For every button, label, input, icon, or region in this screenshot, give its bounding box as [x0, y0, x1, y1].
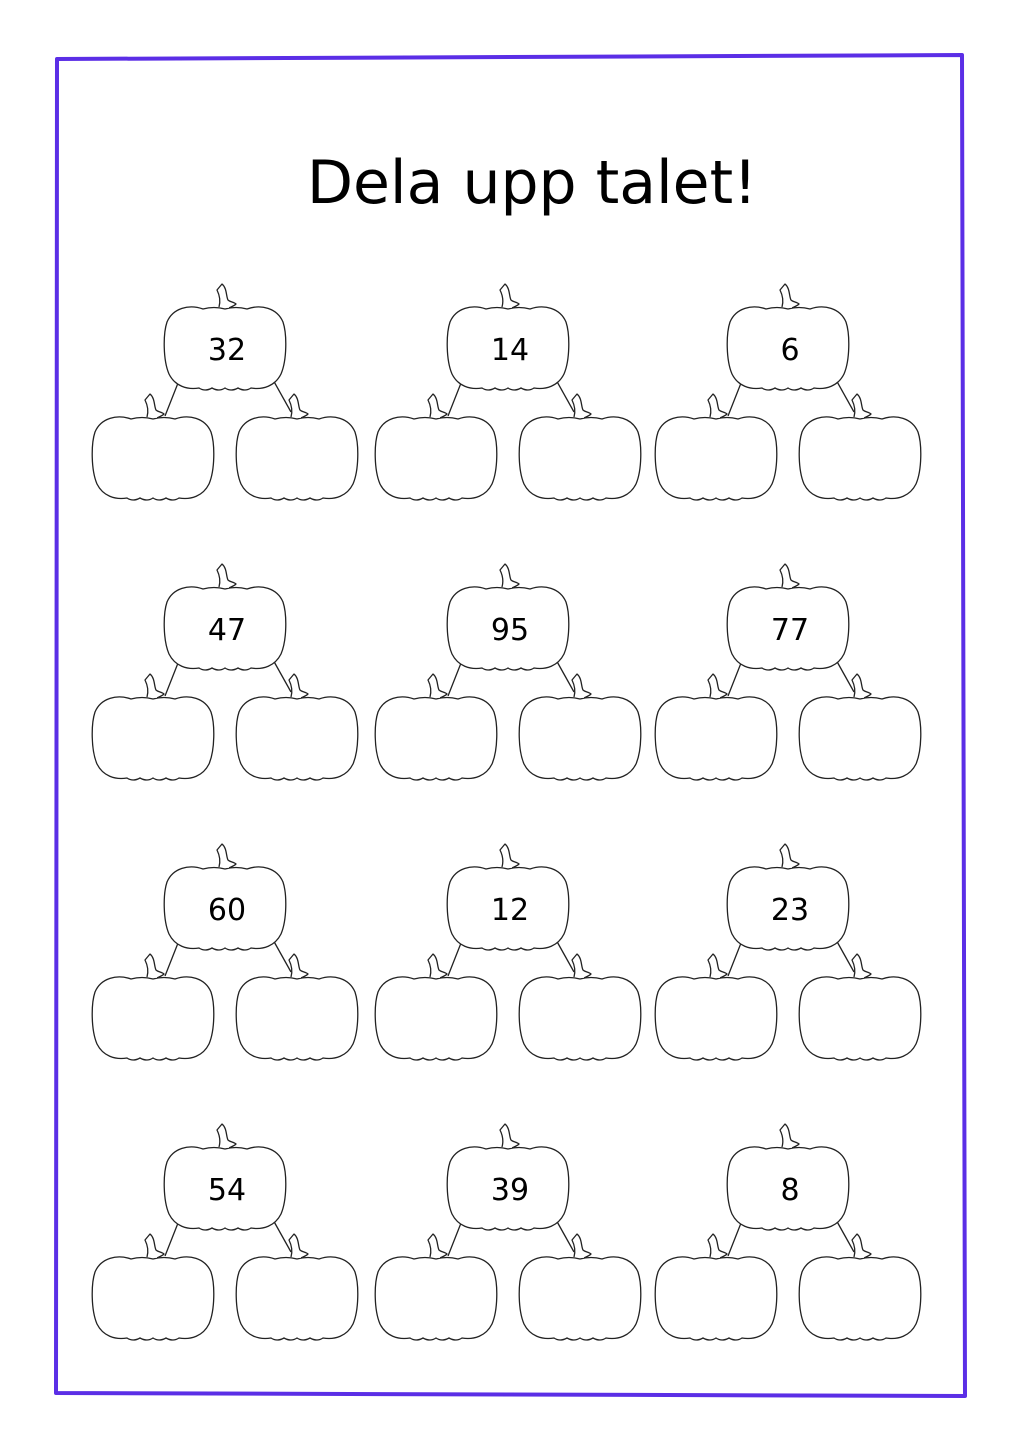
answer-pumpkin-right — [519, 394, 641, 500]
pumpkin-stem-icon — [217, 284, 236, 308]
bond-line-right — [835, 658, 854, 692]
bond-line-right — [272, 1218, 291, 1252]
number-bond — [375, 564, 641, 780]
pumpkin-icon — [519, 417, 641, 500]
pumpkin-stem-icon — [572, 1234, 591, 1258]
pumpkin-stem-icon — [780, 564, 799, 588]
pumpkin-icon — [236, 697, 358, 780]
pumpkin-icon — [236, 977, 358, 1060]
bond-line-right — [835, 938, 854, 972]
number-bond — [655, 1124, 921, 1340]
target-number: 60 — [207, 893, 247, 928]
answer-pumpkin-right — [799, 674, 921, 780]
pumpkin-stem-icon — [572, 394, 591, 418]
target-number: 39 — [490, 1173, 530, 1208]
pumpkin-stem-icon — [852, 394, 871, 418]
answer-pumpkin-left — [655, 674, 777, 780]
pumpkin-icon — [236, 1257, 358, 1340]
pumpkin-icon — [799, 697, 921, 780]
pumpkin-stem-icon — [572, 674, 591, 698]
answer-pumpkin-left — [375, 394, 497, 500]
target-number: 12 — [490, 893, 530, 928]
pumpkin-stem-icon — [289, 954, 308, 978]
pumpkin-stem-icon — [145, 394, 164, 418]
target-number: 8 — [780, 1173, 800, 1208]
pumpkin-icon — [375, 417, 497, 500]
target-number: 6 — [780, 333, 800, 368]
pumpkin-icon — [519, 697, 641, 780]
pumpkin-icon — [655, 977, 777, 1060]
answer-pumpkin-right — [519, 954, 641, 1060]
pumpkin-stem-icon — [780, 844, 799, 868]
answer-pumpkin-left — [375, 954, 497, 1060]
number-bond — [375, 284, 641, 500]
pumpkin-icon — [519, 977, 641, 1060]
pumpkin-stem-icon — [145, 1234, 164, 1258]
pumpkin-icon — [92, 417, 214, 500]
number-bond — [655, 284, 921, 500]
pumpkin-stem-icon — [217, 844, 236, 868]
pumpkin-stem-icon — [708, 1234, 727, 1258]
pumpkin-icon — [375, 697, 497, 780]
answer-pumpkin-left — [655, 1234, 777, 1340]
target-number: 47 — [207, 613, 247, 648]
bond-line-right — [555, 1218, 574, 1252]
pumpkin-icon — [375, 977, 497, 1060]
target-number: 32 — [207, 333, 247, 368]
bond-line-right — [272, 938, 291, 972]
pumpkin-icon — [655, 417, 777, 500]
pumpkin-icon — [799, 977, 921, 1060]
pumpkin-stem-icon — [428, 1234, 447, 1258]
pumpkin-stem-icon — [500, 564, 519, 588]
answer-pumpkin-right — [799, 954, 921, 1060]
pumpkin-stem-icon — [428, 954, 447, 978]
pumpkin-stem-icon — [708, 394, 727, 418]
answer-pumpkin-left — [92, 954, 214, 1060]
number-bond — [655, 564, 921, 780]
target-number: 14 — [490, 333, 530, 368]
pumpkin-stem-icon — [145, 674, 164, 698]
answer-pumpkin-left — [92, 674, 214, 780]
bond-line-right — [835, 1218, 854, 1252]
bond-line-right — [555, 658, 574, 692]
pumpkin-stem-icon — [852, 954, 871, 978]
pumpkin-icon — [375, 1257, 497, 1340]
number-bond — [92, 1124, 358, 1340]
target-number: 54 — [207, 1173, 247, 1208]
number-bond — [375, 1124, 641, 1340]
pumpkin-icon — [92, 1257, 214, 1340]
answer-pumpkin-right — [799, 1234, 921, 1340]
pumpkin-stem-icon — [428, 394, 447, 418]
number-bond — [375, 844, 641, 1060]
page-title: Dela upp talet! — [306, 148, 758, 218]
answer-pumpkin-right — [236, 394, 358, 500]
pumpkin-stem-icon — [289, 394, 308, 418]
answer-pumpkin-left — [655, 954, 777, 1060]
bond-line-right — [272, 658, 291, 692]
target-number: 77 — [770, 613, 810, 648]
answer-pumpkin-right — [519, 1234, 641, 1340]
pumpkin-stem-icon — [500, 844, 519, 868]
number-bond — [92, 284, 358, 500]
pumpkin-icon — [92, 977, 214, 1060]
bond-line-right — [835, 378, 854, 412]
answer-pumpkin-right — [236, 954, 358, 1060]
pumpkin-icon — [655, 697, 777, 780]
target-number: 95 — [490, 613, 530, 648]
pumpkin-stem-icon — [780, 284, 799, 308]
target-number: 23 — [770, 893, 810, 928]
pumpkin-stem-icon — [145, 954, 164, 978]
pumpkin-icon — [92, 697, 214, 780]
pumpkin-stem-icon — [500, 284, 519, 308]
pumpkin-icon — [799, 1257, 921, 1340]
answer-pumpkin-left — [375, 1234, 497, 1340]
pumpkin-icon — [799, 417, 921, 500]
pumpkin-icon — [519, 1257, 641, 1340]
pumpkin-icon — [236, 417, 358, 500]
answer-pumpkin-right — [236, 674, 358, 780]
bond-line-right — [555, 938, 574, 972]
pumpkin-stem-icon — [852, 674, 871, 698]
answer-pumpkin-left — [92, 394, 214, 500]
answer-pumpkin-right — [799, 394, 921, 500]
answer-pumpkin-left — [92, 1234, 214, 1340]
pumpkin-stem-icon — [289, 674, 308, 698]
pumpkin-stem-icon — [572, 954, 591, 978]
pumpkin-stem-icon — [708, 954, 727, 978]
pumpkin-stem-icon — [217, 564, 236, 588]
pumpkin-stem-icon — [708, 674, 727, 698]
answer-pumpkin-right — [236, 1234, 358, 1340]
pumpkin-stem-icon — [217, 1124, 236, 1148]
pumpkin-stem-icon — [428, 674, 447, 698]
number-bond — [92, 564, 358, 780]
pumpkin-stem-icon — [500, 1124, 519, 1148]
answer-pumpkin-left — [655, 394, 777, 500]
pumpkin-stem-icon — [780, 1124, 799, 1148]
bond-line-right — [272, 378, 291, 412]
number-bond — [655, 844, 921, 1060]
pumpkin-stem-icon — [852, 1234, 871, 1258]
bond-line-right — [555, 378, 574, 412]
pumpkin-icon — [655, 1257, 777, 1340]
answer-pumpkin-left — [375, 674, 497, 780]
number-bond — [92, 844, 358, 1060]
pumpkin-stem-icon — [289, 1234, 308, 1258]
answer-pumpkin-right — [519, 674, 641, 780]
